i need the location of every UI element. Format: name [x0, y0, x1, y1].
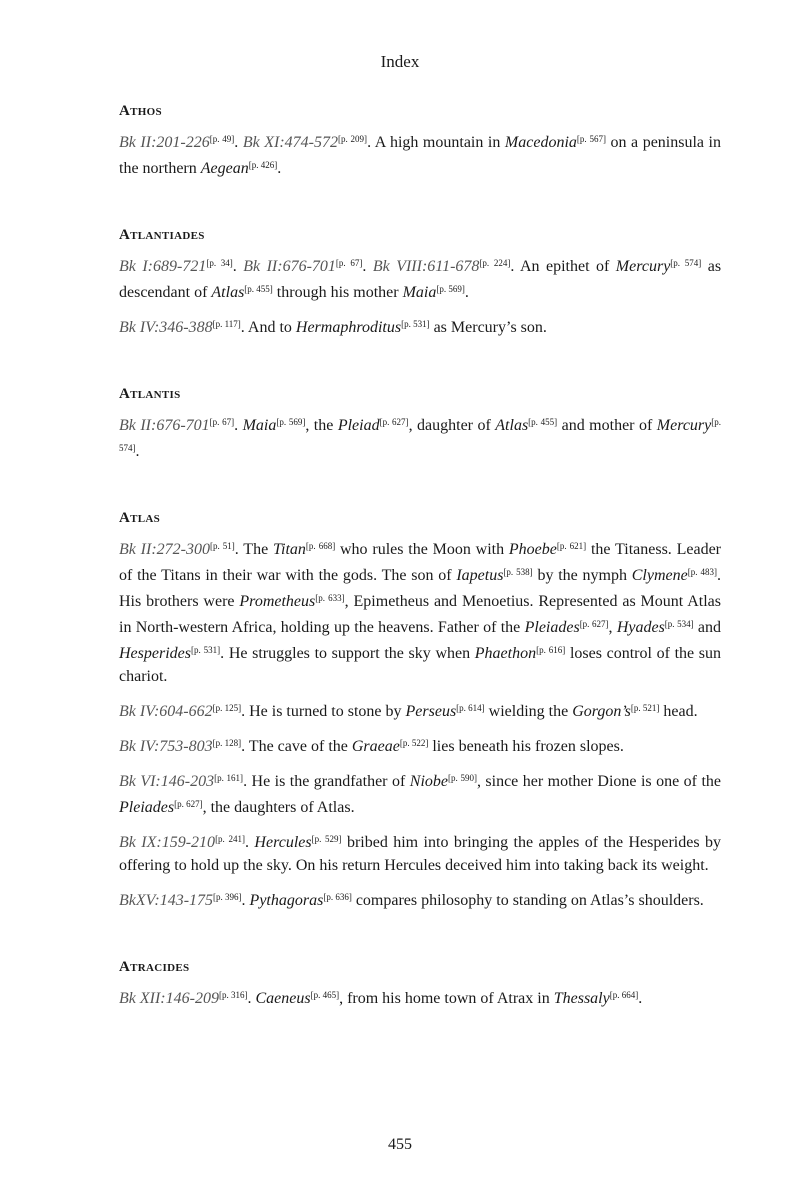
name-link[interactable]: Pythagoras [249, 892, 324, 909]
page-reference: [p. 161] [214, 773, 244, 783]
entry-text: . And to [240, 319, 296, 336]
entry-paragraph [119, 313, 721, 339]
name-link[interactable]: Perseus [405, 703, 457, 720]
entry-paragraph [119, 886, 721, 912]
page-reference: [p. 531] [190, 645, 221, 655]
entry-text: by the nymph [532, 567, 632, 584]
entry-text: . The [234, 541, 273, 558]
book-reference-link[interactable]: Bk IV:346-388 [119, 319, 213, 336]
book-reference-link[interactable]: Bk II:676-701 [119, 417, 210, 434]
entry-text: lies beneath his frozen slopes. [428, 738, 624, 755]
name-link[interactable]: Clymene [631, 567, 688, 584]
page-reference: [p. 396] [213, 892, 242, 902]
page-reference: [p. 529] [311, 834, 342, 844]
book-reference-link[interactable]: Bk XII:146-209 [119, 990, 219, 1007]
book-reference-link[interactable]: BkXV:143-175 [119, 892, 214, 909]
page-reference: [p. 67] [335, 258, 363, 268]
book-reference-link[interactable]: Bk VI:146-203 [119, 773, 215, 790]
page-reference: [p. 125] [212, 703, 242, 713]
entry-heading: Athos [119, 103, 162, 119]
book-reference-link[interactable]: Bk VIII:611-678 [372, 258, 480, 275]
page-reference: [p. 316] [218, 990, 248, 1000]
entry-text: compares philosophy to standing on Atlas’s shoulders. [351, 892, 704, 909]
page-reference: [p. 483] [687, 567, 717, 577]
page-reference: [p. 465] [310, 990, 340, 1000]
name-link[interactable]: Hermaphroditus [295, 319, 402, 336]
page-reference: [p. 521] [630, 703, 660, 713]
page-reference: [p. 34] [206, 258, 233, 268]
entry-text: as descendant of [119, 258, 722, 301]
page-number: 455 [388, 1136, 412, 1153]
name-link[interactable]: Prometheus [239, 593, 316, 610]
entry-text: , Epimetheus and Menoetius. Represented as Mount Atlas in North-western Africa, holding up the heavens. Father of the [119, 593, 722, 636]
name-link[interactable]: Atlas [211, 284, 245, 301]
index-body [119, 100, 721, 1054]
page-reference: [p. 538] [503, 567, 533, 577]
entry-text: . He is the grandfather of [243, 773, 410, 790]
index-entry [119, 224, 721, 339]
entry-heading: Atlantis [119, 386, 181, 402]
entry-text: and [693, 619, 722, 636]
name-link[interactable]: Caeneus [255, 990, 311, 1007]
page-reference: [p. 633] [315, 593, 345, 603]
entry-text: through his mother [272, 284, 403, 301]
entry-heading: Atlas [119, 510, 161, 526]
page-reference: [p. 574] [670, 258, 702, 268]
page-reference: [p. 455] [244, 284, 273, 294]
page-reference: [p. 241] [215, 834, 245, 844]
entry-text: . [241, 892, 250, 909]
entry-text: , from his home town of Atrax in [339, 990, 554, 1007]
entry-text: , daughter of [408, 417, 496, 434]
entry-paragraph [119, 828, 721, 877]
entry-text: . [277, 160, 282, 177]
name-link[interactable]: Niobe [409, 773, 448, 790]
entry-paragraph [119, 252, 721, 304]
page-reference: [p. 616] [536, 645, 566, 655]
name-link[interactable]: Graeae [351, 738, 400, 755]
name-link[interactable]: Hesperides [119, 645, 191, 662]
name-link[interactable]: Pleiades [524, 619, 580, 636]
page-reference: [p. 590] [447, 773, 477, 783]
name-link[interactable]: Pleiades [119, 799, 175, 816]
entry-text: . He struggles to support the sky when [220, 645, 475, 662]
page-reference: [p. 621] [556, 541, 587, 551]
name-link[interactable]: Mercury [656, 417, 712, 434]
entry-text: wielding the [484, 703, 573, 720]
name-link[interactable]: Gorgon’s [572, 703, 631, 720]
page-reference: [p. 128] [212, 738, 242, 748]
book-reference-link[interactable]: Bk II:201-226 [119, 134, 210, 151]
entry-paragraph [119, 767, 721, 819]
page-reference: [p. 627] [379, 417, 409, 427]
page-reference: [p. 534] [664, 619, 694, 629]
entry-text: who rules the Moon with [335, 541, 509, 558]
name-link[interactable]: Titan [273, 541, 306, 558]
name-link[interactable]: Mercury [615, 258, 671, 275]
book-reference-link[interactable]: Bk I:689-721 [119, 258, 207, 275]
entry-text: . [362, 258, 373, 275]
page-reference: [p. 49] [209, 134, 235, 144]
name-link[interactable]: Pleiad [337, 417, 380, 434]
book-reference-link[interactable]: Bk IX:159-210 [119, 834, 216, 851]
page-reference: [p. 627] [174, 799, 203, 809]
entry-text: . An epithet of [510, 258, 616, 275]
name-link[interactable]: Aegean [200, 160, 249, 177]
index-entry [119, 383, 721, 463]
page-reference: [p. 574] [119, 417, 722, 453]
entry-paragraph [119, 535, 721, 688]
entry-text: head. [659, 703, 698, 720]
page-reference: [p. 117] [212, 319, 241, 329]
book-reference-link[interactable]: Bk XI:474-572 [242, 134, 339, 151]
page-reference: [p. 224] [479, 258, 511, 268]
entry-text: . [244, 834, 255, 851]
name-link[interactable]: Hyades [616, 619, 665, 636]
name-link[interactable]: Phoebe [508, 541, 557, 558]
page-reference: [p. 567] [576, 134, 606, 144]
page-reference: [p. 426] [248, 160, 278, 170]
entry-heading: Atlantiades [119, 227, 205, 243]
entry-text: as Mercury’s son. [429, 319, 547, 336]
page-reference: [p. 569] [276, 417, 306, 427]
book-reference-link[interactable]: Bk IV:753-803 [119, 738, 213, 755]
entry-text: loses control of the sun chariot. [119, 645, 722, 685]
page-reference: [p. 627] [579, 619, 609, 629]
page-reference: [p. 569] [436, 284, 465, 294]
entry-paragraph [119, 697, 721, 723]
page-reference: [p. 522] [399, 738, 429, 748]
name-link[interactable]: Maia [242, 417, 277, 434]
index-entry [119, 956, 721, 1010]
book-reference-link[interactable]: Bk II:272-300 [119, 541, 210, 558]
page-reference: [p. 209] [338, 134, 368, 144]
entry-paragraph [119, 128, 721, 180]
entry-paragraph [119, 984, 721, 1010]
name-link[interactable]: Iapetus [456, 567, 504, 584]
entry-text: and mother of [557, 417, 657, 434]
entry-text: bribed him into bringing the apples of the Hesperides by offering to hold up the sky. On his return Hercules deceived him into taking back its weight. [119, 834, 722, 874]
entry-paragraph [119, 411, 721, 463]
name-link[interactable]: Atlas [495, 417, 529, 434]
page-reference: [p. 455] [528, 417, 558, 427]
entry-text: , since her mother Dione is one of the [476, 773, 722, 790]
book-reference-link[interactable]: Bk IV:604-662 [119, 703, 213, 720]
name-link[interactable]: Thessaly [553, 990, 610, 1007]
entry-paragraph [119, 732, 721, 758]
index-entry [119, 507, 721, 912]
name-link[interactable]: Phaethon [474, 645, 537, 662]
entry-text: . The cave of the [241, 738, 352, 755]
entry-text: . He is turned to stone by [241, 703, 406, 720]
entry-text: . A high mountain in [367, 134, 505, 151]
index-entry [119, 100, 721, 180]
entry-text: . [638, 990, 643, 1007]
entry-text: . [234, 134, 243, 151]
page-reference: [p. 614] [456, 703, 485, 713]
entry-text: , the [305, 417, 338, 434]
name-link[interactable]: Maia [402, 284, 437, 301]
entry-heading: Atracides [119, 959, 190, 975]
entry-text: . [234, 417, 243, 434]
page-reference: [p. 636] [323, 892, 352, 902]
entry-text: the Titaness. Leader of the Titans in their war with the gods. The son of [119, 541, 722, 584]
running-header: Index [380, 52, 420, 71]
book-reference-link[interactable]: Bk II:676-701 [243, 258, 336, 275]
page-reference: [p. 51] [210, 541, 235, 551]
page-reference: [p. 531] [401, 319, 430, 329]
name-link[interactable]: Hercules [254, 834, 312, 851]
entry-text: on a peninsula in the northern [119, 134, 722, 177]
name-link[interactable]: Macedonia [504, 134, 577, 151]
entry-text: . [247, 990, 256, 1007]
entry-text: . [464, 284, 469, 301]
entry-text: , [608, 619, 617, 636]
page-reference: [p. 67] [209, 417, 235, 427]
page-reference: [p. 664] [609, 990, 639, 1000]
entry-text: . [232, 258, 244, 275]
entry-text: , the daughters of Atlas. [202, 799, 355, 816]
page-reference: [p. 668] [305, 541, 336, 551]
entry-text: . His brothers were [119, 567, 721, 610]
entry-text: . [135, 443, 140, 460]
